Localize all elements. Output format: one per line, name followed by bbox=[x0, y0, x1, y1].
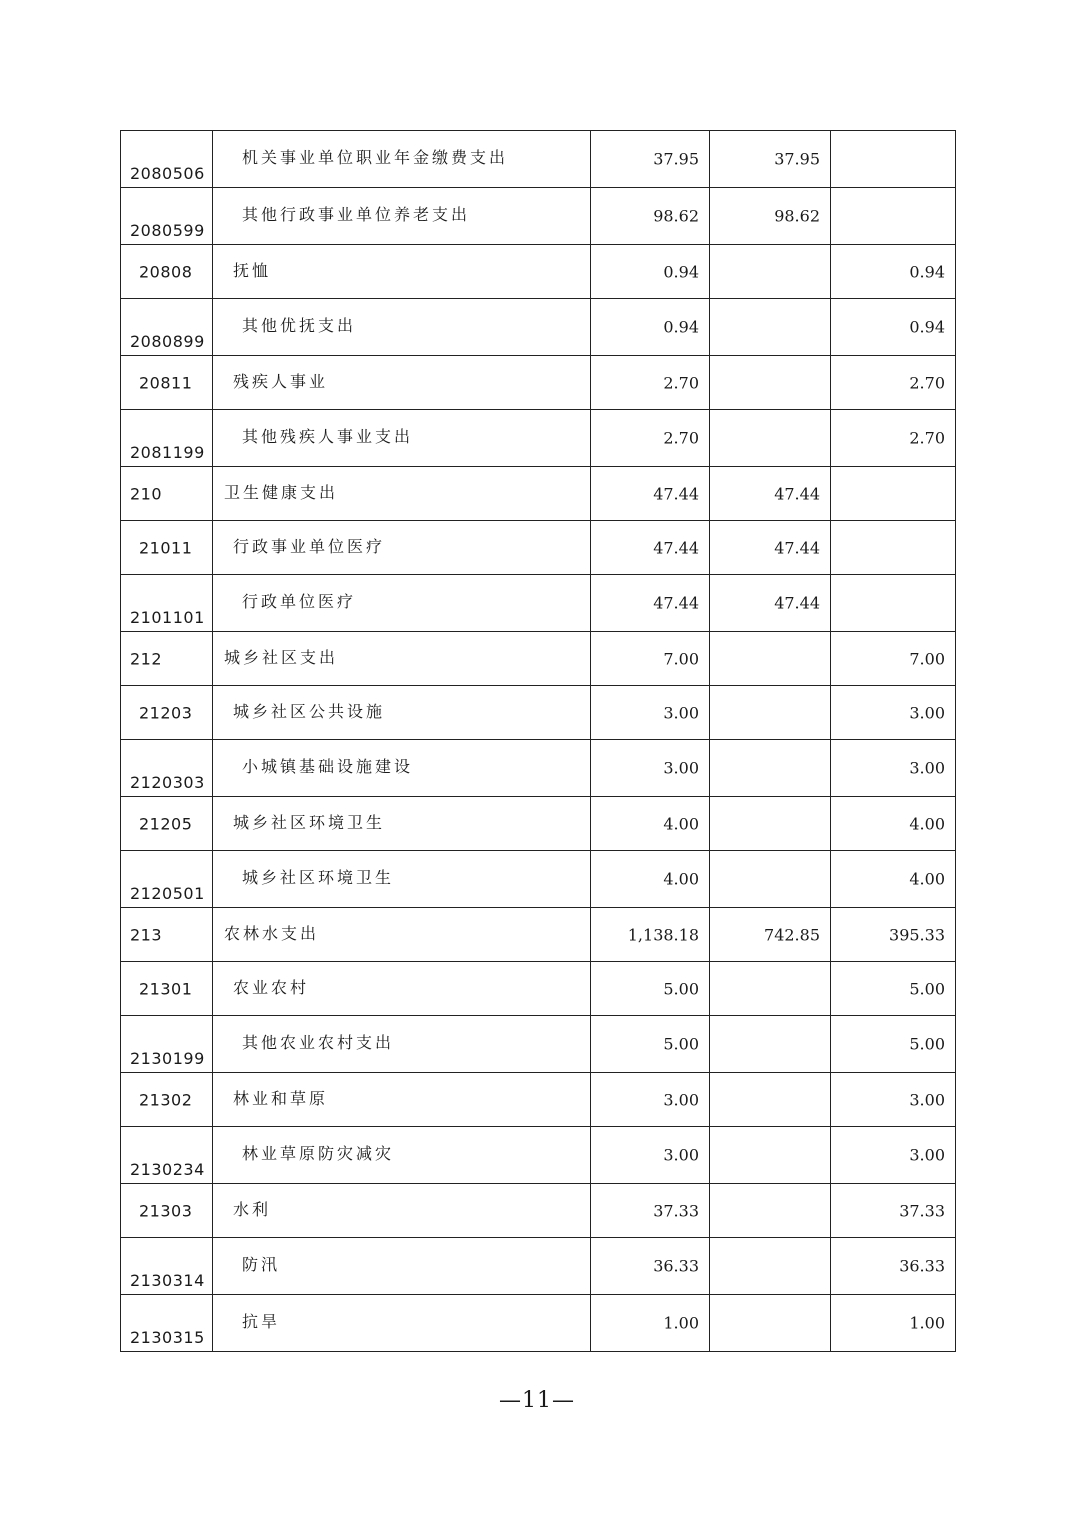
name-cell bbox=[213, 851, 591, 908]
project-cell bbox=[831, 908, 956, 962]
code-text: 21011 bbox=[139, 538, 193, 557]
name-text: 其他行政事业单位养老支出 bbox=[242, 205, 471, 225]
code-cell bbox=[121, 1016, 213, 1073]
table-row bbox=[121, 740, 956, 797]
basic-cell bbox=[710, 632, 831, 686]
total-text: 37.95 bbox=[653, 149, 699, 169]
total-text: 7.00 bbox=[663, 649, 699, 668]
project-cell bbox=[831, 467, 956, 521]
name-cell bbox=[213, 131, 591, 188]
table-row bbox=[121, 575, 956, 632]
project-cell bbox=[831, 1127, 956, 1184]
total-text: 37.33 bbox=[653, 1201, 699, 1220]
total-text: 1,138.18 bbox=[627, 925, 699, 944]
total-cell bbox=[591, 521, 710, 575]
code-cell bbox=[121, 575, 213, 632]
project-cell bbox=[831, 851, 956, 908]
basic-cell bbox=[710, 1016, 831, 1073]
name-cell bbox=[213, 467, 591, 521]
code-text: 2130199 bbox=[130, 1049, 205, 1068]
name-text: 城乡社区环境卫生 bbox=[233, 812, 386, 832]
code-text: 2080899 bbox=[130, 332, 205, 351]
total-text: 3.00 bbox=[663, 703, 699, 722]
project-text: 3.00 bbox=[909, 703, 945, 722]
project-cell bbox=[831, 299, 956, 356]
table-row bbox=[121, 356, 956, 410]
total-cell bbox=[591, 740, 710, 797]
project-text: 0.94 bbox=[909, 317, 945, 337]
total-cell bbox=[591, 1073, 710, 1127]
name-cell bbox=[213, 740, 591, 797]
code-cell bbox=[121, 908, 213, 962]
basic-cell bbox=[710, 467, 831, 521]
project-text: 5.00 bbox=[909, 979, 945, 998]
name-text: 抚恤 bbox=[233, 260, 272, 280]
basic-cell bbox=[710, 1184, 831, 1238]
name-text: 城乡社区公共设施 bbox=[233, 701, 386, 721]
total-text: 0.94 bbox=[663, 317, 699, 337]
table-row bbox=[121, 467, 956, 521]
project-text: 0.94 bbox=[909, 262, 945, 281]
name-text: 其他残疾人事业支出 bbox=[242, 427, 414, 447]
name-cell bbox=[213, 1127, 591, 1184]
name-text: 行政事业单位医疗 bbox=[233, 536, 386, 556]
name-text: 小城镇基础设施建设 bbox=[242, 757, 414, 777]
code-text: 2080599 bbox=[130, 221, 205, 240]
code-cell bbox=[121, 1184, 213, 1238]
name-text: 防汛 bbox=[242, 1255, 281, 1275]
code-cell bbox=[121, 1127, 213, 1184]
name-cell bbox=[213, 299, 591, 356]
basic-text: 37.95 bbox=[774, 149, 820, 169]
table-row bbox=[121, 245, 956, 299]
name-cell bbox=[213, 908, 591, 962]
name-cell bbox=[213, 686, 591, 740]
table-row bbox=[121, 1073, 956, 1127]
project-text: 2.70 bbox=[909, 428, 945, 448]
budget-table-body bbox=[121, 131, 956, 1352]
code-cell bbox=[121, 740, 213, 797]
table-row bbox=[121, 299, 956, 356]
code-text: 2130234 bbox=[130, 1160, 205, 1179]
name-text: 农业农村 bbox=[233, 977, 310, 997]
name-text: 林业和草原 bbox=[233, 1088, 329, 1108]
project-text: 4.00 bbox=[909, 814, 945, 833]
table-row bbox=[121, 410, 956, 467]
code-cell bbox=[121, 962, 213, 1016]
code-text: 2120303 bbox=[130, 773, 205, 792]
basic-text: 47.44 bbox=[774, 593, 820, 613]
project-text: 3.00 bbox=[909, 1145, 945, 1165]
name-text: 机关事业单位职业年金缴费支出 bbox=[242, 148, 509, 168]
total-cell bbox=[591, 299, 710, 356]
name-text: 其他农业农村支出 bbox=[242, 1033, 395, 1053]
code-text: 2080506 bbox=[130, 164, 205, 183]
name-cell bbox=[213, 245, 591, 299]
table-row bbox=[121, 188, 956, 245]
code-cell bbox=[121, 188, 213, 245]
basic-cell bbox=[710, 1238, 831, 1295]
project-cell bbox=[831, 410, 956, 467]
code-cell bbox=[121, 1073, 213, 1127]
project-text: 2.70 bbox=[909, 373, 945, 392]
code-cell bbox=[121, 686, 213, 740]
project-text: 3.00 bbox=[909, 1090, 945, 1109]
code-text: 2130314 bbox=[130, 1271, 205, 1290]
project-cell bbox=[831, 962, 956, 1016]
code-text: 21302 bbox=[139, 1090, 193, 1109]
project-text: 4.00 bbox=[909, 869, 945, 889]
code-cell bbox=[121, 632, 213, 686]
name-cell bbox=[213, 1073, 591, 1127]
name-cell bbox=[213, 521, 591, 575]
code-cell bbox=[121, 245, 213, 299]
name-text: 抗旱 bbox=[242, 1312, 281, 1332]
table-row bbox=[121, 851, 956, 908]
total-cell bbox=[591, 131, 710, 188]
project-text: 36.33 bbox=[899, 1256, 945, 1276]
total-cell bbox=[591, 1295, 710, 1352]
table-row bbox=[121, 1295, 956, 1352]
basic-cell bbox=[710, 410, 831, 467]
name-cell bbox=[213, 1295, 591, 1352]
project-cell bbox=[831, 188, 956, 245]
basic-text: 742.85 bbox=[764, 925, 820, 944]
total-cell bbox=[591, 1238, 710, 1295]
total-text: 5.00 bbox=[663, 1034, 699, 1054]
total-text: 47.44 bbox=[653, 484, 699, 503]
total-cell bbox=[591, 632, 710, 686]
project-cell bbox=[831, 1016, 956, 1073]
basic-cell bbox=[710, 962, 831, 1016]
table-row bbox=[121, 1127, 956, 1184]
project-text: 7.00 bbox=[909, 649, 945, 668]
name-cell bbox=[213, 356, 591, 410]
name-text: 卫生健康支出 bbox=[224, 482, 339, 502]
total-text: 4.00 bbox=[663, 869, 699, 889]
code-text: 2081199 bbox=[130, 443, 205, 462]
name-text: 农林水支出 bbox=[224, 923, 320, 943]
table-row bbox=[121, 521, 956, 575]
basic-cell bbox=[710, 356, 831, 410]
project-cell bbox=[831, 245, 956, 299]
name-text: 残疾人事业 bbox=[233, 371, 329, 391]
project-text: 37.33 bbox=[899, 1201, 945, 1220]
total-text: 0.94 bbox=[663, 262, 699, 281]
code-cell bbox=[121, 1238, 213, 1295]
table-row bbox=[121, 797, 956, 851]
project-cell bbox=[831, 686, 956, 740]
project-cell bbox=[831, 1238, 956, 1295]
code-text: 21301 bbox=[139, 979, 193, 998]
project-cell bbox=[831, 131, 956, 188]
basic-cell bbox=[710, 851, 831, 908]
project-text: 3.00 bbox=[909, 758, 945, 778]
code-text: 20811 bbox=[139, 373, 193, 392]
basic-text: 47.44 bbox=[774, 484, 820, 503]
code-text: 2120501 bbox=[130, 884, 205, 903]
basic-cell bbox=[710, 299, 831, 356]
table-row bbox=[121, 686, 956, 740]
total-text: 3.00 bbox=[663, 1145, 699, 1165]
basic-cell bbox=[710, 1127, 831, 1184]
code-cell bbox=[121, 410, 213, 467]
basic-text: 98.62 bbox=[774, 206, 820, 226]
table-row bbox=[121, 962, 956, 1016]
project-cell bbox=[831, 356, 956, 410]
basic-text: 47.44 bbox=[774, 538, 820, 557]
name-text: 城乡社区环境卫生 bbox=[242, 868, 395, 888]
total-cell bbox=[591, 908, 710, 962]
basic-cell bbox=[710, 245, 831, 299]
code-text: 210 bbox=[130, 484, 163, 503]
name-cell bbox=[213, 1238, 591, 1295]
budget-table bbox=[120, 130, 956, 1352]
total-cell bbox=[591, 1184, 710, 1238]
name-cell bbox=[213, 1016, 591, 1073]
total-cell bbox=[591, 1127, 710, 1184]
basic-cell bbox=[710, 1295, 831, 1352]
name-cell bbox=[213, 575, 591, 632]
name-cell bbox=[213, 188, 591, 245]
basic-cell bbox=[710, 131, 831, 188]
basic-cell bbox=[710, 575, 831, 632]
code-text: 21203 bbox=[139, 703, 193, 722]
basic-cell bbox=[710, 1073, 831, 1127]
total-text: 47.44 bbox=[653, 538, 699, 557]
table-row bbox=[121, 131, 956, 188]
code-text: 212 bbox=[130, 649, 163, 668]
name-text: 其他优抚支出 bbox=[242, 316, 357, 336]
code-text: 2101101 bbox=[130, 608, 205, 627]
total-text: 5.00 bbox=[663, 979, 699, 998]
table-row bbox=[121, 1016, 956, 1073]
total-cell bbox=[591, 356, 710, 410]
name-text: 林业草原防灾减灾 bbox=[242, 1144, 395, 1164]
project-cell bbox=[831, 797, 956, 851]
total-text: 1.00 bbox=[663, 1313, 699, 1333]
total-text: 2.70 bbox=[663, 428, 699, 448]
name-cell bbox=[213, 1184, 591, 1238]
total-text: 3.00 bbox=[663, 1090, 699, 1109]
name-cell bbox=[213, 962, 591, 1016]
code-text: 21303 bbox=[139, 1201, 193, 1220]
project-cell bbox=[831, 1295, 956, 1352]
code-cell bbox=[121, 299, 213, 356]
total-cell bbox=[591, 797, 710, 851]
name-text: 水利 bbox=[233, 1199, 272, 1219]
project-cell bbox=[831, 740, 956, 797]
code-text: 20808 bbox=[139, 262, 193, 281]
name-cell bbox=[213, 632, 591, 686]
page-number: —11— bbox=[499, 1388, 575, 1413]
table-row bbox=[121, 1238, 956, 1295]
project-cell bbox=[831, 632, 956, 686]
total-text: 4.00 bbox=[663, 814, 699, 833]
total-text: 36.33 bbox=[653, 1256, 699, 1276]
basic-cell bbox=[710, 797, 831, 851]
total-cell bbox=[591, 962, 710, 1016]
total-cell bbox=[591, 245, 710, 299]
table-row bbox=[121, 632, 956, 686]
project-cell bbox=[831, 1184, 956, 1238]
total-text: 47.44 bbox=[653, 593, 699, 613]
basic-cell bbox=[710, 740, 831, 797]
code-cell bbox=[121, 131, 213, 188]
total-cell bbox=[591, 188, 710, 245]
total-text: 98.62 bbox=[653, 206, 699, 226]
name-cell bbox=[213, 797, 591, 851]
total-cell bbox=[591, 410, 710, 467]
name-cell bbox=[213, 410, 591, 467]
project-cell bbox=[831, 575, 956, 632]
basic-cell bbox=[710, 521, 831, 575]
total-cell bbox=[591, 575, 710, 632]
project-text: 1.00 bbox=[909, 1313, 945, 1333]
project-cell bbox=[831, 521, 956, 575]
table-row bbox=[121, 1184, 956, 1238]
code-cell bbox=[121, 467, 213, 521]
total-cell bbox=[591, 686, 710, 740]
code-cell bbox=[121, 797, 213, 851]
code-cell bbox=[121, 521, 213, 575]
total-text: 3.00 bbox=[663, 758, 699, 778]
total-cell bbox=[591, 851, 710, 908]
project-text: 395.33 bbox=[889, 925, 945, 944]
code-text: 21205 bbox=[139, 814, 193, 833]
name-text: 城乡社区支出 bbox=[224, 647, 339, 667]
total-text: 2.70 bbox=[663, 373, 699, 392]
code-cell bbox=[121, 851, 213, 908]
table-row bbox=[121, 908, 956, 962]
basic-cell bbox=[710, 188, 831, 245]
total-cell bbox=[591, 1016, 710, 1073]
name-text: 行政单位医疗 bbox=[242, 592, 357, 612]
code-cell bbox=[121, 356, 213, 410]
project-text: 5.00 bbox=[909, 1034, 945, 1054]
total-cell bbox=[591, 467, 710, 521]
basic-cell bbox=[710, 686, 831, 740]
code-text: 213 bbox=[130, 925, 163, 944]
code-cell bbox=[121, 1295, 213, 1352]
project-cell bbox=[831, 1073, 956, 1127]
basic-cell bbox=[710, 908, 831, 962]
code-text: 2130315 bbox=[130, 1328, 205, 1347]
